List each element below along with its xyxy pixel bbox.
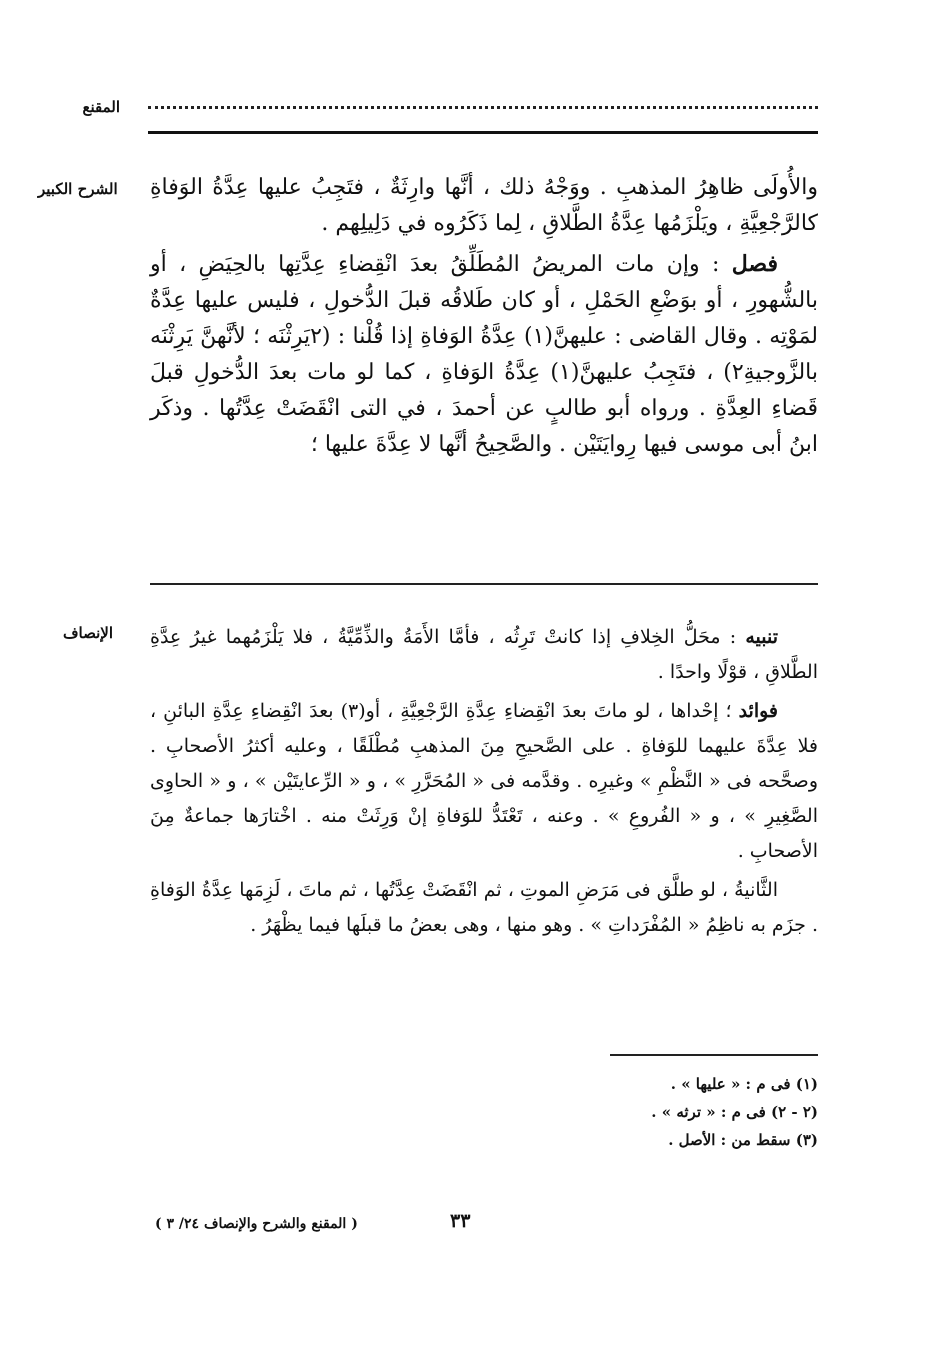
page-number: ٣٣ [450,1210,471,1232]
insaf-paragraph-2-text: ؛ إحْداها ، لو ماتَ بعدَ انْقِضاءِ عِدَّةِ الرَّجْعِيَّةِ ، أو(٣) بعدَ انْقِضاءِ عِدَّةِ البائنِ ، فلا عِدَّةَ عليهما للوَفاةِ . على الصَّحيحِ مِنَ المذهبِ مُطْلَقًا ، وعليه أكثرُ الأصحابِ . وصحَّحه فى « النَّظْمِ » وغيرِه . وقدَّمه فى « المُحَرَّرِ » ، و « الرِّعايتَيْن » ، و « الحاوِى الصَّغِيرِ » ، و « الفُروعِ » . وعنه ، تَعْتَدُّ للوَفاةِ إنْ وَرِثَتْ منه . اخْتارَها جماعةٌ مِنَ الأصحابِ . [150,700,818,862]
sharh-paragraph-1: والأُولَى ظاهِرُ المذهبِ . ووَجْهُ ذلك ، أنَّها وارِثَةٌ ، فتَجِبُ عليها عِدَّةُ الوَفاةِ كالرَّجْعِيَّةِ ، ويَلْزَمُها عِدَّةُ الطَّلاقِ ، لِما ذَكَرُوه في دَلِيلِهم . [150,175,818,236]
footnote-2: (٢ - ٢) فى م : « ترثه » . [651,1103,818,1121]
section-divider [150,583,818,585]
running-title: المقنع [82,98,120,116]
insaf-paragraph-1 [150,620,818,690]
insaf-paragraph-3: الثَّانيةُ ، لو طلَّق فى مَرَضِ الموتِ ، ثم انْقَضَتْ عِدَّتُها ، ثم ماتَ ، لَزِمَها عِدَّةُ الوَفاةِ . جزَم به ناظِمُ « المُفْرَداتِ » . وهو منها ، وهى بعضُ ما قبلَها فيما يظْهَرُ . [150,879,818,936]
insaf-paragraph-1-text: : محَلُّ الخِلافِ إذا كانتْ تَرِثُه ، فأمَّا الأَمَةُ والذِّمِّيَّةُ ، فلا يَلْزَمُهما غيرُ عِدَّةِ الطَّلاقِ ، قوْلًا واحدًا . [150,626,818,683]
insaf-section [150,620,818,947]
sharh-paragraph-2 [150,246,818,463]
header-dotted-leader [148,106,818,109]
tanbih-heading: تنبيه [745,626,778,648]
footnote-1: (١) فى م : « عليها » . [670,1075,818,1093]
footnotes [338,1070,818,1154]
margin-label-insaf: الإنصاف [63,624,114,642]
signature-mark: ( المقنع والشرح والإنصاف ٢٤/ ٣ ) [155,1216,358,1232]
footnote-rule [610,1054,818,1056]
fasl-heading: فصل [731,251,778,277]
margin-label-sharh: الشرح الكبير [38,180,118,198]
sharh-section [150,170,818,467]
header-rule [148,131,818,134]
footnote-3: (٣) سقط من : الأصل . [668,1131,818,1149]
fawaid-heading: فوائد [738,700,779,722]
sharh-paragraph-2-text: : وإن مات المريضُ المُطَلِّقُ بعدَ انْقِضاءِ عِدَّتِها بالحِيَضِ ، أو بالشُّهورِ ، أو بوَضْعِ الحَمْلِ ، أو كان طَلاقُه قبلَ الدُّخولِ ، فليس عليها عِدَّةٌ لمَوْتِه . وقال القاضى : عليهنَّ(١) عِدَّةُ الوَفاةِ إذا قُلْنا : (٢يَرِثْنَه ؛ لأنَّهنَّ يَرِثْنَه بالزَّوجيةِ٢) ، فتَجِبُ عليهنَّ(١) عِدَّةُ الوَفاةِ ، كما لو مات بعدَ الدُّخولِ قبلَ قَضاءِ العِدَّةِ . ورواه أبو طالبٍ عن أحمدَ ، في التى انْقَضَتْ عِدَّتُها . وذكَر ابنُ أبى موسى فيها رِوايَتَيْن . والصَّحِيحُ أنَّها لا عِدَّةَ عليها ؛ [150,252,818,457]
insaf-paragraph-2 [150,694,818,869]
